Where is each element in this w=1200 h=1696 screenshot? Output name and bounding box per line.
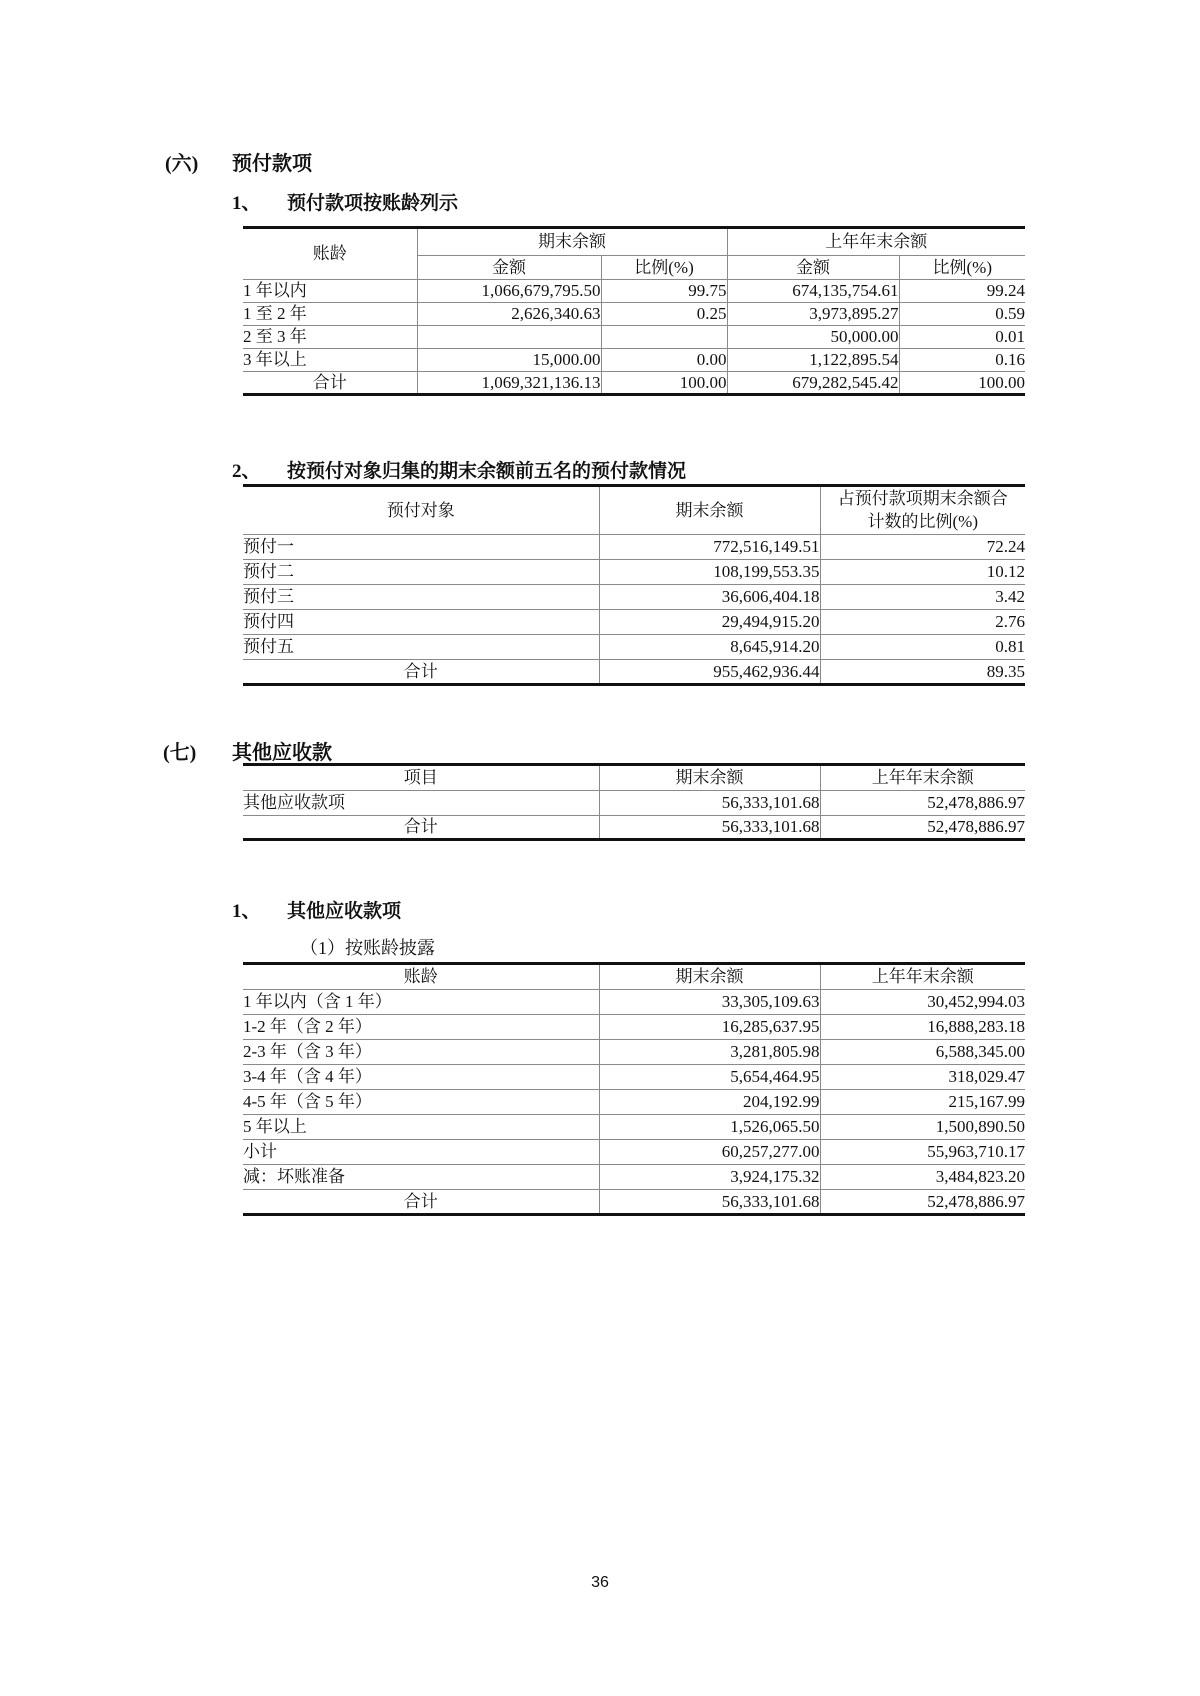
table-header-row bbox=[243, 765, 1025, 791]
table-row bbox=[243, 535, 1025, 560]
cell-pct-prior: 0.16 bbox=[899, 349, 1025, 372]
header-amount-end: 金额 bbox=[417, 256, 601, 280]
header-ratio-of-total bbox=[820, 486, 1025, 535]
section6-sub2-marker: 2、 bbox=[232, 461, 261, 482]
table-total-row bbox=[243, 1190, 1025, 1215]
top-five-prepayments-table bbox=[243, 484, 1025, 686]
header-age: 账龄 bbox=[243, 964, 599, 990]
cell-ending-balance: 56,333,101.68 bbox=[599, 791, 820, 816]
cell-object: 预付二 bbox=[243, 560, 599, 585]
section6-sub1-title: 预付款项按账龄列示 bbox=[287, 193, 459, 214]
cell-pct-end bbox=[601, 326, 727, 349]
cell-amount: 8,645,914.20 bbox=[599, 635, 820, 660]
cell-pct: 72.24 bbox=[820, 535, 1025, 560]
header-ending-balance: 期末余额 bbox=[599, 486, 820, 535]
cell-amount: 772,516,149.51 bbox=[599, 535, 820, 560]
table-row bbox=[243, 1115, 1025, 1140]
table-row bbox=[243, 1040, 1025, 1065]
cell-total-label: 合计 bbox=[243, 1190, 599, 1215]
table-total-row bbox=[243, 372, 1025, 395]
cell-prior-balance: 55,963,710.17 bbox=[820, 1140, 1025, 1165]
header-ending-balance: 期末余额 bbox=[599, 765, 820, 791]
cell-amount-end: 1,066,679,795.50 bbox=[417, 280, 601, 303]
cell-amount-prior: 1,122,895.54 bbox=[727, 349, 899, 372]
header-ratio-line1: 占预付款项期末余额合 bbox=[837, 489, 1008, 509]
cell-amount-prior: 679,282,545.42 bbox=[727, 372, 899, 395]
cell-pct-end: 0.25 bbox=[601, 303, 727, 326]
table-row bbox=[243, 560, 1025, 585]
cell-prior-balance: 318,029.47 bbox=[820, 1065, 1025, 1090]
cell-amount-end bbox=[417, 326, 601, 349]
cell-age: 1 年以内 bbox=[243, 280, 417, 303]
table-row bbox=[243, 303, 1025, 326]
table-row bbox=[243, 791, 1025, 816]
table-header-row bbox=[243, 964, 1025, 990]
cell-age: 5 年以上 bbox=[243, 1115, 599, 1140]
cell-pct-prior: 99.24 bbox=[899, 280, 1025, 303]
cell-amount-prior: 674,135,754.61 bbox=[727, 280, 899, 303]
header-ratio-line2: 计数的比例(%) bbox=[867, 511, 978, 531]
section6-marker: (六) bbox=[165, 153, 199, 175]
cell-ending-balance: 1,526,065.50 bbox=[599, 1115, 820, 1140]
section7-sub1-title: 其他应收款项 bbox=[287, 901, 402, 922]
table-row bbox=[243, 990, 1025, 1015]
section7-title: 其他应收款 bbox=[232, 742, 332, 764]
header-age: 账龄 bbox=[243, 228, 417, 280]
cell-object: 预付四 bbox=[243, 610, 599, 635]
cell-object: 预付五 bbox=[243, 635, 599, 660]
cell-amount-prior: 3,973,895.27 bbox=[727, 303, 899, 326]
cell-pct: 10.12 bbox=[820, 560, 1025, 585]
cell-age: 2 至 3 年 bbox=[243, 326, 417, 349]
cell-amount-end: 1,069,321,136.13 bbox=[417, 372, 601, 395]
section7-sub1-marker: 1、 bbox=[232, 901, 261, 922]
cell-pct-prior: 0.59 bbox=[899, 303, 1025, 326]
cell-prior-balance: 3,484,823.20 bbox=[820, 1165, 1025, 1190]
cell-amount: 36,606,404.18 bbox=[599, 585, 820, 610]
cell-age: 2-3 年（含 3 年） bbox=[243, 1040, 599, 1065]
cell-prior-balance: 1,500,890.50 bbox=[820, 1115, 1025, 1140]
cell-prior-balance: 52,478,886.97 bbox=[820, 791, 1025, 816]
cell-ending-balance: 16,285,637.95 bbox=[599, 1015, 820, 1040]
cell-pct-end: 0.00 bbox=[601, 349, 727, 372]
table-row bbox=[243, 1015, 1025, 1040]
header-group-ending-balance: 期末余额 bbox=[417, 228, 727, 256]
cell-prior-balance: 16,888,283.18 bbox=[820, 1015, 1025, 1040]
cell-pct: 3.42 bbox=[820, 585, 1025, 610]
cell-amount-end: 2,626,340.63 bbox=[417, 303, 601, 326]
cell-ending-balance: 33,305,109.63 bbox=[599, 990, 820, 1015]
cell-pct-prior: 0.01 bbox=[899, 326, 1025, 349]
table-total-row bbox=[243, 816, 1025, 840]
page-number: 36 bbox=[591, 1574, 609, 1591]
other-receivables-summary-table bbox=[243, 763, 1025, 841]
cell-prior-balance: 52,478,886.97 bbox=[820, 1190, 1025, 1215]
table-row bbox=[243, 635, 1025, 660]
section7-sub1-1-title: （1）按账龄披露 bbox=[300, 938, 435, 958]
cell-age: 4-5 年（含 5 年） bbox=[243, 1090, 599, 1115]
cell-ending-balance: 3,924,175.32 bbox=[599, 1165, 820, 1190]
cell-ending-balance: 3,281,805.98 bbox=[599, 1040, 820, 1065]
cell-pct-end: 100.00 bbox=[601, 372, 727, 395]
header-ratio-end: 比例(%) bbox=[601, 256, 727, 280]
cell-ending-balance: 5,654,464.95 bbox=[599, 1065, 820, 1090]
cell-age: 3-4 年（含 4 年） bbox=[243, 1065, 599, 1090]
other-receivables-aging-table bbox=[243, 962, 1025, 1216]
cell-object: 预付三 bbox=[243, 585, 599, 610]
table-row bbox=[243, 610, 1025, 635]
header-prior-year-balance: 上年年末余额 bbox=[820, 964, 1025, 990]
cell-prior-balance: 52,478,886.97 bbox=[820, 816, 1025, 840]
table-header-row bbox=[243, 486, 1025, 535]
cell-pct: 2.76 bbox=[820, 610, 1025, 635]
section6-sub1-marker: 1、 bbox=[232, 193, 261, 214]
header-prior-year-balance: 上年年末余额 bbox=[820, 765, 1025, 791]
table-row bbox=[243, 1090, 1025, 1115]
table-row bbox=[243, 1140, 1025, 1165]
header-prepayment-object: 预付对象 bbox=[243, 486, 599, 535]
cell-prior-balance: 6,588,345.00 bbox=[820, 1040, 1025, 1065]
header-ratio-prior: 比例(%) bbox=[899, 256, 1025, 280]
cell-age: 减：坏账准备 bbox=[243, 1165, 599, 1190]
cell-amount-end: 15,000.00 bbox=[417, 349, 601, 372]
cell-total-label: 合计 bbox=[243, 372, 417, 395]
section6-title: 预付款项 bbox=[232, 153, 312, 175]
cell-pct: 0.81 bbox=[820, 635, 1025, 660]
cell-pct-prior: 100.00 bbox=[899, 372, 1025, 395]
cell-object: 预付一 bbox=[243, 535, 599, 560]
section6-sub2-title: 按预付对象归集的期末余额前五名的预付款情况 bbox=[287, 461, 687, 482]
table-total-row bbox=[243, 660, 1025, 685]
table-header-row bbox=[243, 228, 1025, 256]
cell-age: 1 至 2 年 bbox=[243, 303, 417, 326]
cell-amount-prior: 50,000.00 bbox=[727, 326, 899, 349]
cell-pct: 89.35 bbox=[820, 660, 1025, 685]
cell-pct-end: 99.75 bbox=[601, 280, 727, 303]
cell-amount: 29,494,915.20 bbox=[599, 610, 820, 635]
cell-item: 其他应收款项 bbox=[243, 791, 599, 816]
cell-ending-balance: 204,192.99 bbox=[599, 1090, 820, 1115]
header-item: 项目 bbox=[243, 765, 599, 791]
cell-age: 1 年以内（含 1 年） bbox=[243, 990, 599, 1015]
cell-ending-balance: 60,257,277.00 bbox=[599, 1140, 820, 1165]
cell-age: 3 年以上 bbox=[243, 349, 417, 372]
cell-age: 1-2 年（含 2 年） bbox=[243, 1015, 599, 1040]
prepayment-aging-table bbox=[243, 226, 1025, 396]
header-amount-prior: 金额 bbox=[727, 256, 899, 280]
cell-ending-balance: 56,333,101.68 bbox=[599, 1190, 820, 1215]
cell-total-label: 合计 bbox=[243, 660, 599, 685]
cell-prior-balance: 215,167.99 bbox=[820, 1090, 1025, 1115]
cell-amount: 108,199,553.35 bbox=[599, 560, 820, 585]
table-row bbox=[243, 1165, 1025, 1190]
cell-total-label: 合计 bbox=[243, 816, 599, 840]
table-row bbox=[243, 1065, 1025, 1090]
table-row bbox=[243, 326, 1025, 349]
table-row bbox=[243, 280, 1025, 303]
table-row bbox=[243, 349, 1025, 372]
header-ending-balance: 期末余额 bbox=[599, 964, 820, 990]
cell-age: 小计 bbox=[243, 1140, 599, 1165]
table-row bbox=[243, 585, 1025, 610]
cell-ending-balance: 56,333,101.68 bbox=[599, 816, 820, 840]
cell-amount: 955,462,936.44 bbox=[599, 660, 820, 685]
cell-prior-balance: 30,452,994.03 bbox=[820, 990, 1025, 1015]
header-group-prior-year-balance: 上年年末余额 bbox=[727, 228, 1025, 256]
section7-marker: (七) bbox=[163, 742, 197, 764]
